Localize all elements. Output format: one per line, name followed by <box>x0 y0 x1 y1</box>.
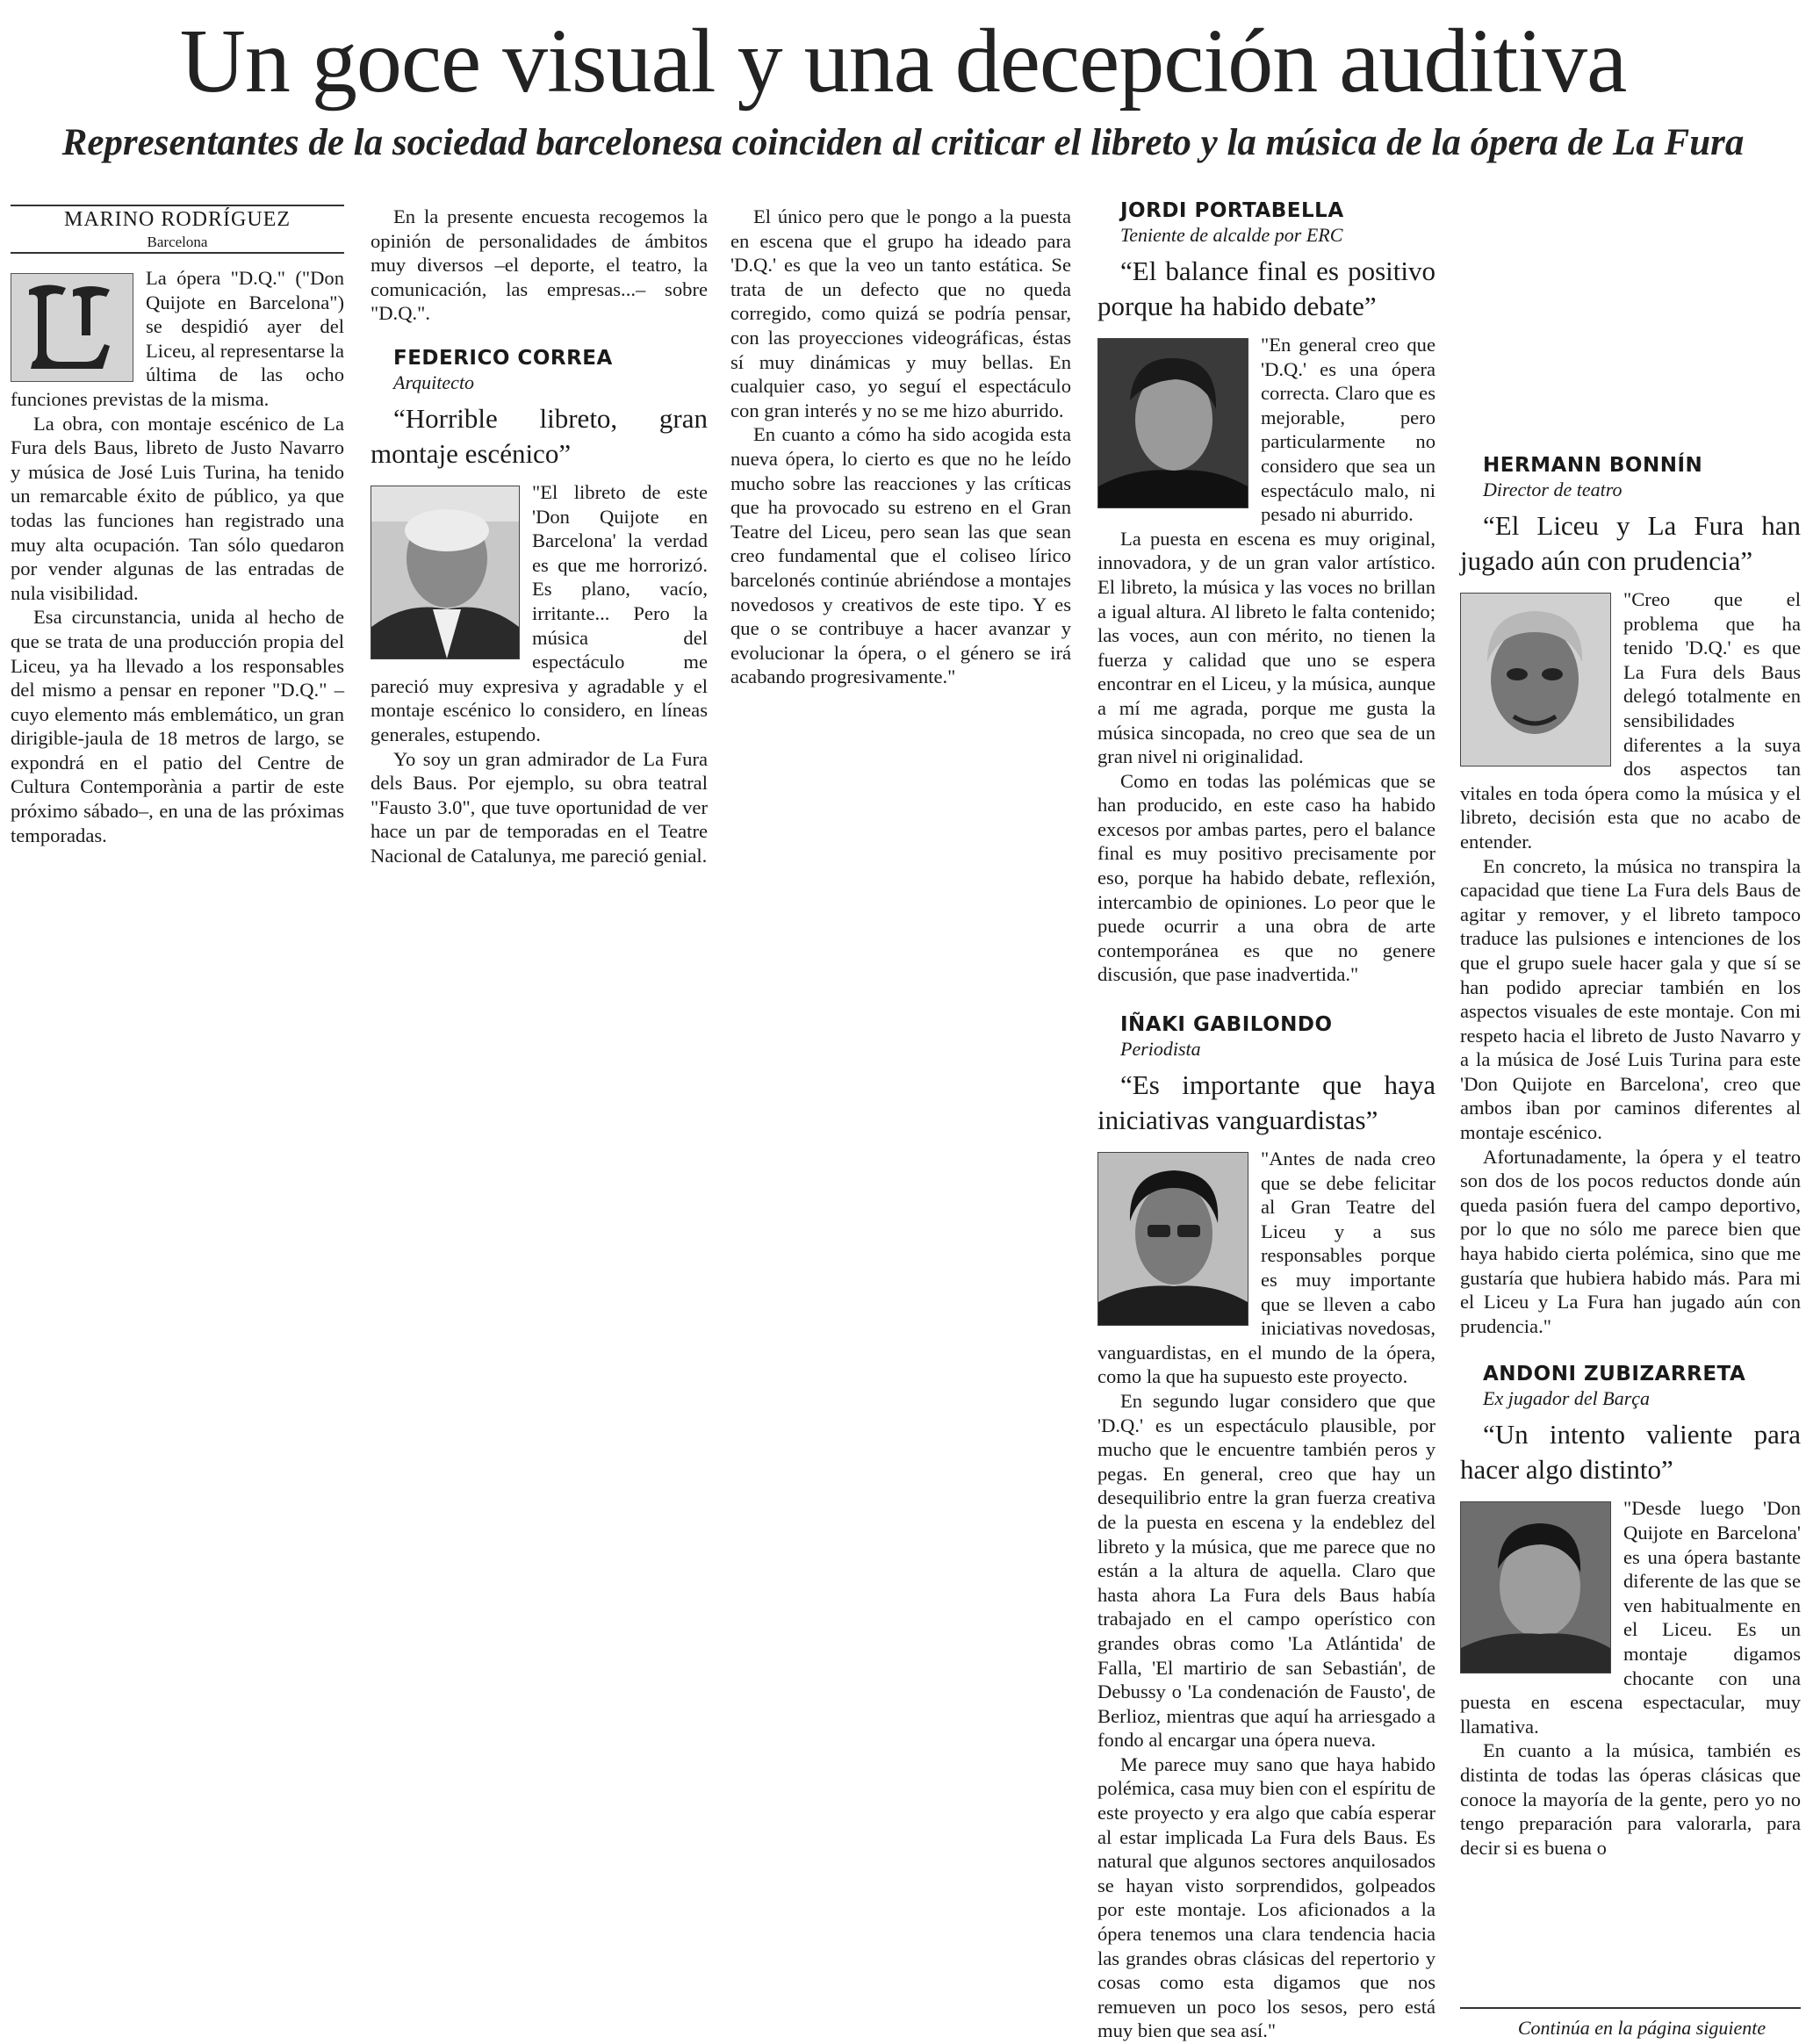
opinion-name: JORDI PORTABELLA <box>1120 199 1344 222</box>
column-5-continuation-space <box>1460 198 1801 452</box>
footer-rule <box>1460 2007 1801 2009</box>
opinion-role: Teniente de alcalde por ERC <box>1120 224 1343 246</box>
opinion-paragraph: "En general creo que 'D.Q.' es una ópera correcta. Claro que es mejorable, pero particularmente no considero que sea un espectáculo malo, ni pesado ni aburrido. <box>1261 334 1435 526</box>
opinion-name: IÑAKI GABILONDO <box>1120 1013 1333 1037</box>
portrait-photo <box>1460 593 1611 766</box>
opinion-paragraph: En cuanto a cómo ha sido acogida esta nueva ópera, lo cierto es que no he leído mucho sobre las reacciones y las críticas que ha provocado su estreno en el Gran Teatre del Liceu, pero sean las que sean creo fundamental que el coliseo lírico barcelonés continúe abriéndose a montajes novedosos y creativos de este tipo. Y es que o se contribuye a hacer avanzar y evolucionar la ópera, o el género se irá acabando progresivamente." <box>730 423 1071 688</box>
opinion-quote: “El Liceu y La Fura han jugado aún con prudencia” <box>1460 510 1801 576</box>
continuation-note <box>1460 2007 1801 2040</box>
opinion-role: Ex jugador del Barça <box>1483 1387 1651 1410</box>
column-1 <box>11 205 344 847</box>
subheadline: Representantes de la sociedad barcelonesa coinciden al criticar el libreto y la música de la ópera de La Fura <box>61 122 1745 163</box>
portrait-photo <box>1097 1152 1248 1326</box>
column-4 <box>1097 198 1435 2043</box>
byline-author: MARINO RODRÍGUEZ <box>64 208 291 231</box>
opinion-quote: “Un intento valiente para hacer algo distinto” <box>1460 1419 1801 1486</box>
intro-paragraph: Esa circunstancia, unida al hecho de que se trata de una producción propia del Liceu, ya ha llevado a los responsables del mismo a pensar en reponer "D.Q." –cuyo elemento más emblemático, un gran dirigible-jaula de 18 metros de largo, se expondrá en el patio del Centre de Cultura Contemporània a partir de este próximo sábado–, en una de las próximas temporadas. <box>11 606 344 846</box>
portrait-photo <box>371 486 520 659</box>
column-2 <box>371 205 708 867</box>
opinion-paragraph: Como en todas las polémicas que se han producido, en este caso ha habido excesos por ambas partes, pero el balance final es muy positivo precisamente por eso, porque ha habido debate, reflexión, intercambio de opiniones. Lo peor que le puede ocurrir a una obra de arte contemporánea es que no genere discusión, que pase inadvertida." <box>1097 769 1435 986</box>
opinion-paragraph: El único pero que le pongo a la puesta en escena que el grupo ha ideado para 'D.Q.' es que la veo un tanto estática. Se trata de un defecto que no queda corregido, como quizá se podría pensar, con las proyecciones videográficas, éstas sí muy dinámicas y muy bellas. En cualquier caso, yo seguí el espectáculo con gran interés y no se me hizo aburrido. <box>730 205 1071 421</box>
opinion-quote: “Horrible libreto, gran montaje escénico” <box>371 402 708 469</box>
opinion-name: HERMANN BONNÍN <box>1483 454 1703 477</box>
byline-place: Barcelona <box>147 234 208 250</box>
portrait-photo <box>1460 1501 1611 1673</box>
opinion-paragraph: En cuanto a la música, también es distinta de todas las óperas clásicas que conoce la mayoría de la gente, pero yo no tengo preparación para valorarla, para decir si es buena o <box>1460 1739 1801 1859</box>
opinion-name: ANDONI ZUBIZARRETA <box>1483 1363 1746 1386</box>
opinion-role: Arquitecto <box>393 371 475 393</box>
column-3 <box>730 205 1071 689</box>
opinion-paragraph: "El libreto de este 'Don Quijote en Barcelona' la verdad es que me horrorizó. Es plano, vacío, irritante... Pero la música del espectáculo me pareció muy expresiva y agradable y el montaje escénico lo considero, en líneas generales, estupendo. <box>371 480 708 745</box>
drop-cap-image <box>11 273 133 382</box>
opinion-role: Periodista <box>1120 1038 1201 1061</box>
opinion-paragraph: Me parece muy sano que haya habido polémica, casa muy bien con el espíritu de este proyecto y era algo que cabía esperar al estar implicada La Fura dels Baus. Es natural que algunos sectores anquilosados se hayan visto sorprendidos, golpeados por este montaje. Los aficionados a la ópera tenemos una clara tendencia hacia las grandes obras clásicas del repertorio y cosas como esta digamos que nos remueven un poco los sesos, pero está muy bien que sea así." <box>1097 1753 1435 2042</box>
intro-paragraph: La obra, con montaje escénico de La Fura dels Baus, libreto de Justo Navarro y música de José Luis Turina, ha tenido un remarcable éxito de público, ya que todas las funciones han registrado una muy alta ocupación. Tan sólo quedaron por vender algunas de las entradas de nula visibilidad. <box>11 412 344 604</box>
byline-bottom-rule <box>11 252 344 254</box>
opinion-name: FEDERICO CORREA <box>393 346 613 370</box>
continuation-text: Continúa en la página siguiente <box>1517 2017 1766 2039</box>
opinion-paragraph: En concreto, la música no transpira la capacidad que tiene La Fura dels Baus de agitar y remover, y el libreto tampoco traduce las pulsiones e intenciones de los que el grupo suele hacer gala y que sí se han podido apreciar también en los aspectos visuales de este montaje. Con mi respeto hacia el libreto de Justo Navarro y a la música de José Luis Turina para este 'Don Quijote en Barcelona', creo que ambos iban por caminos diferentes al montaje escénico. <box>1460 854 1801 1144</box>
opinion-paragraph: La puesta en escena es muy original, innovadora, y de un gran valor artístico. El libreto, la música y las voces no brillan a igual altura. Al libreto le falta contenido; las voces, aun con mérito, no tienen la fuerza y calidad que uno se espera encontrar en el Liceu, y la música, aunque a mí me agrada, porque me gusta la música sincopada, no creo que sea de un gran nivel ni originalidad. <box>1097 527 1435 768</box>
intro-paragraph: La ópera "D.Q." ("Don Quijote en Barcelona") se despidió ayer del Liceu, al representarse la última de las ocho funciones previstas de la misma. <box>11 267 344 410</box>
opinion-paragraph: Afortunadamente, la ópera y el teatro son dos de los pocos reductos donde aún queda pasión fuera del campo deportivo, por lo que no sólo me parece bien que haya habido cierta polémica, sino que me gustaría que hubiera habido más. Para mi el Liceu y La Fura han jugado aún con prudencia." <box>1460 1145 1801 1337</box>
opinion-quote: “El balance final es positivo porque ha habido debate” <box>1097 256 1435 321</box>
opinion-paragraph: Yo soy un gran admirador de La Fura dels Baus. Por ejemplo, su obra teatral "Fausto 3.0", que tuve oportunidad de ver hace un par de temporadas en el Teatre Nacional de Catalunya, me pareció genial. <box>371 747 708 867</box>
opinion-paragraph: "Creo que el problema que ha tenido 'D.Q.' es que La Fura dels Baus delegó totalmente en sensibilidades diferentes a la suya dos aspectos tan vitales en toda ópera como la música y el libreto, decisión esta que no acabo de entender. <box>1460 588 1801 853</box>
portrait-photo <box>1097 338 1248 508</box>
opinion-quote: “Es importante que haya iniciativas vanguardistas” <box>1097 1069 1435 1136</box>
opinion-paragraph: "Antes de nada creo que se debe felicitar al Gran Teatre del Liceu y a sus responsables porque es muy importante que se lleven a cabo iniciativas novedosas, vanguardistas, en el mundo de la ópera, como la que ha supuesto este proyecto. <box>1097 1148 1435 1388</box>
opinion-paragraph: "Desde luego 'Don Quijote en Barcelona' es una ópera bastante diferente de las que se ven habitualmente en el Liceu. Es un montaje digamos chocante con una puesta en escena espectacular, muy llamativa. <box>1460 1497 1801 1738</box>
byline <box>11 205 344 254</box>
opinion-role: Director de teatro <box>1483 479 1623 500</box>
headline: Un goce visual y una decepción auditiva <box>179 11 1627 112</box>
intro-paragraph: En la presente encuesta recogemos la opinión de personalidades de ámbitos muy diversos –el deporte, el teatro, la comunicación, las empresas...– sobre "D.Q.". <box>371 205 708 325</box>
opinion-paragraph: En segundo lugar considero que que 'D.Q.' es un espectáculo plausible, por mucho que le encuentre también peros y pegas. En general, creo que hay un desequilibrio entre la gran fuerza creativa de la puesta en escena y la endeblez del libreto y la música, que me parece que no están a la altura de aquella. Claro que hasta ahora La Fura dels Baus había trabajado en el campo operístico con grandes obras como 'La Atlántida' de Falla, 'El martirio de san Sebastián', de Debussy o 'La condenación de Fausto', de Berlioz, mientras que aquí ha arriesgado a fondo al encargar una ópera nueva. <box>1097 1389 1435 1752</box>
column-5 <box>1460 198 1801 1860</box>
